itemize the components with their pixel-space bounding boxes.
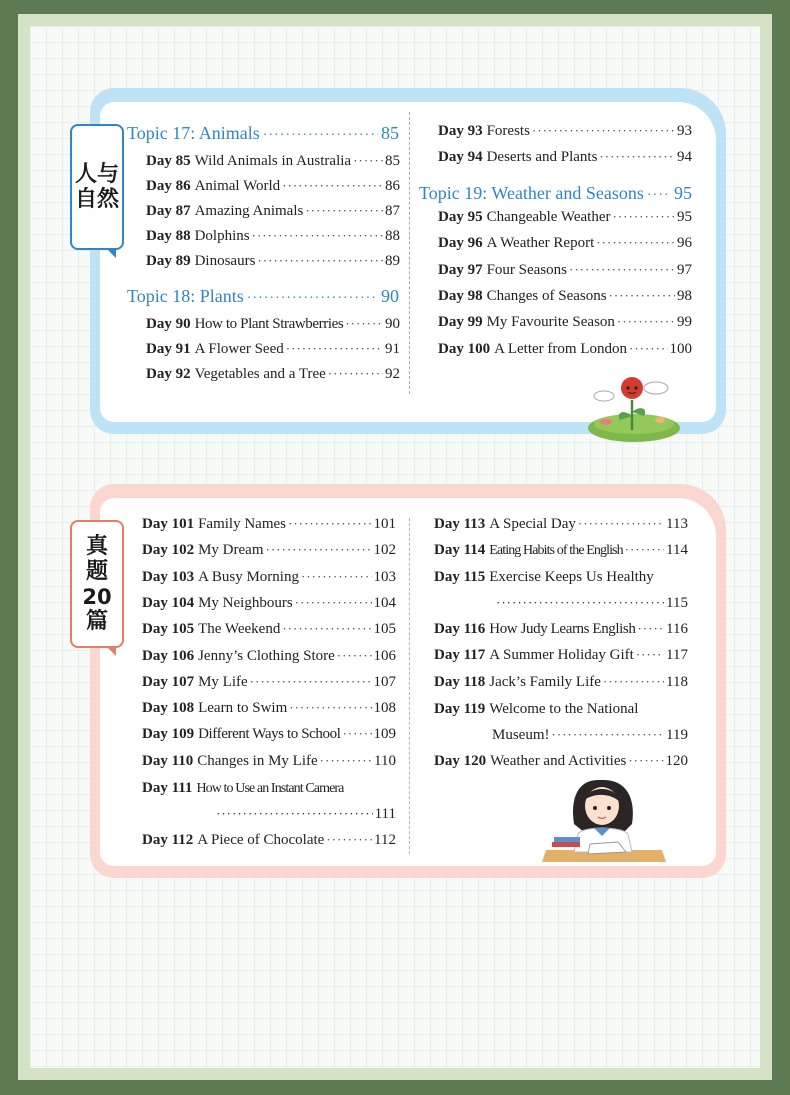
page-number: 110 bbox=[374, 752, 396, 769]
toc-entry[interactable] bbox=[142, 753, 396, 770]
leader-dots bbox=[326, 832, 372, 848]
leader-dots bbox=[301, 569, 372, 585]
toc-entry[interactable] bbox=[438, 235, 692, 252]
toc-entry[interactable] bbox=[434, 516, 688, 533]
leader-dots bbox=[328, 366, 383, 382]
toc-entry[interactable] bbox=[438, 314, 692, 331]
page-number: 94 bbox=[677, 149, 692, 165]
toc-entry[interactable] bbox=[438, 341, 692, 358]
leader-dots bbox=[617, 314, 675, 330]
entry-title: Eating Habits of the English bbox=[489, 543, 623, 559]
entry-title: My Favourite Season bbox=[486, 314, 615, 331]
page-number: 86 bbox=[385, 178, 400, 194]
day-number: Day 116 bbox=[434, 621, 486, 637]
day-number: Day 106 bbox=[142, 647, 195, 664]
entry-title: Museum! bbox=[492, 727, 550, 743]
day-number: Day 85 bbox=[146, 153, 191, 169]
day-number: Day 86 bbox=[146, 178, 191, 194]
leader-dots bbox=[603, 674, 664, 690]
page-number: 92 bbox=[385, 366, 400, 382]
toc-entry[interactable] bbox=[434, 542, 688, 559]
toc-entry-continuation[interactable] bbox=[494, 595, 688, 612]
entry-title: Vegetables and a Tree bbox=[194, 366, 326, 382]
entry-title: How to Use an Instant Camera bbox=[196, 781, 344, 796]
entry-title: Changes of Seasons bbox=[486, 287, 607, 304]
page-number: 104 bbox=[373, 594, 396, 611]
page-number: 107 bbox=[373, 673, 396, 690]
column-divider bbox=[409, 518, 410, 854]
day-number: Day 112 bbox=[142, 832, 194, 848]
page-number: 120 bbox=[665, 753, 688, 769]
day-number: Day 104 bbox=[142, 594, 195, 611]
toc-entry[interactable] bbox=[434, 647, 688, 664]
leader-dots bbox=[263, 128, 378, 144]
toc-entry[interactable] bbox=[146, 316, 400, 333]
entry-title: A Special Day bbox=[489, 516, 576, 532]
day-number: Day 109 bbox=[142, 726, 195, 743]
entry-title: The Weekend bbox=[198, 621, 281, 638]
topic-heading[interactable] bbox=[127, 123, 399, 144]
day-number: Day 88 bbox=[146, 228, 191, 244]
day-number: Day 117 bbox=[434, 647, 486, 664]
real-tests-tag-char1: 真 bbox=[85, 533, 108, 559]
day-number: Day 108 bbox=[142, 700, 195, 717]
leader-dots bbox=[216, 806, 373, 822]
real-tests-tag bbox=[70, 520, 124, 648]
page-number: 91 bbox=[385, 341, 400, 357]
entry-title: Amazing Animals bbox=[194, 203, 304, 219]
toc-entry[interactable] bbox=[142, 780, 396, 797]
topic-heading[interactable] bbox=[419, 183, 692, 204]
leader-dots bbox=[628, 753, 663, 769]
leader-dots bbox=[612, 209, 675, 225]
toc-entry[interactable] bbox=[438, 288, 692, 305]
day-number: Day 95 bbox=[438, 209, 483, 225]
entry-title: Animal World bbox=[194, 178, 281, 194]
leader-dots bbox=[305, 203, 383, 219]
day-number: Day 94 bbox=[438, 149, 483, 165]
topic-heading[interactable] bbox=[127, 286, 399, 307]
page-number: 93 bbox=[677, 123, 692, 139]
entry-title: How to Plant Strawberries bbox=[194, 316, 344, 332]
leader-dots bbox=[569, 262, 675, 278]
page-number: 119 bbox=[666, 727, 688, 743]
entry-title: Jenny’s Clothing Store bbox=[198, 647, 335, 664]
real-tests-tag-char2: 题 bbox=[85, 559, 108, 585]
day-number: Day 87 bbox=[146, 203, 191, 219]
toc-entry[interactable] bbox=[142, 516, 396, 533]
leader-dots bbox=[609, 288, 675, 304]
toc-entry[interactable] bbox=[146, 178, 400, 195]
page-number: 87 bbox=[385, 203, 400, 219]
day-number: Day 105 bbox=[142, 621, 195, 638]
entry-title: Dinosaurs bbox=[194, 253, 256, 269]
leader-dots bbox=[578, 516, 664, 532]
page-number: 85 bbox=[385, 153, 400, 169]
entry-title: A Piece of Chocolate bbox=[197, 832, 325, 848]
page-number: 89 bbox=[385, 253, 400, 269]
entry-title: Deserts and Plants bbox=[486, 149, 598, 165]
day-number: Day 118 bbox=[434, 673, 486, 690]
leader-dots bbox=[647, 188, 671, 204]
topic-title: Topic 17: Animals bbox=[127, 123, 260, 143]
day-number: Day 100 bbox=[438, 340, 491, 357]
page-number: 105 bbox=[373, 621, 396, 638]
day-number: Day 99 bbox=[438, 314, 483, 331]
page-number: 106 bbox=[373, 647, 396, 664]
entry-title: Four Seasons bbox=[486, 261, 568, 278]
day-number: Day 113 bbox=[434, 516, 486, 532]
leader-dots bbox=[266, 542, 372, 558]
day-number: Day 107 bbox=[142, 673, 195, 690]
day-number: Day 101 bbox=[142, 516, 195, 532]
day-number: Day 111 bbox=[142, 780, 193, 796]
entry-title: Changeable Weather bbox=[486, 209, 611, 225]
entry-title: Dolphins bbox=[194, 228, 250, 244]
toc-entry[interactable] bbox=[142, 648, 396, 665]
leader-dots bbox=[247, 291, 378, 307]
leader-dots bbox=[320, 753, 372, 769]
page-number: 117 bbox=[666, 647, 688, 664]
leader-dots bbox=[252, 228, 383, 244]
leader-dots bbox=[289, 700, 371, 716]
entry-title: A Busy Morning bbox=[198, 568, 299, 585]
toc-entry[interactable] bbox=[434, 753, 688, 770]
leader-dots bbox=[337, 648, 372, 664]
entry-title: Changes in My Life bbox=[197, 752, 318, 769]
day-number: Day 93 bbox=[438, 123, 483, 139]
toc-entry[interactable] bbox=[438, 123, 692, 140]
page-number: 101 bbox=[373, 516, 396, 532]
nature-tag bbox=[70, 124, 124, 250]
toc-entry[interactable] bbox=[146, 366, 400, 383]
entry-title: A Weather Report bbox=[486, 235, 595, 252]
entry-title: How Judy Learns English bbox=[489, 621, 636, 637]
toc-entry[interactable] bbox=[438, 262, 692, 279]
day-number: Day 119 bbox=[434, 701, 486, 717]
toc-entry[interactable] bbox=[142, 674, 396, 691]
toc-entry[interactable] bbox=[142, 542, 396, 559]
leader-dots bbox=[532, 123, 675, 139]
day-number: Day 110 bbox=[142, 752, 194, 769]
day-number: Day 96 bbox=[438, 235, 483, 252]
leader-dots bbox=[599, 149, 675, 165]
entry-title: Forests bbox=[486, 123, 530, 139]
toc-entry-continuation[interactable] bbox=[492, 727, 688, 744]
toc-entry[interactable] bbox=[438, 209, 692, 226]
page-number: 114 bbox=[666, 542, 688, 559]
nature-tag-line2: 自然 bbox=[74, 187, 119, 212]
leader-dots bbox=[636, 647, 664, 663]
toc-entry[interactable] bbox=[146, 153, 400, 170]
page-number: 103 bbox=[373, 568, 396, 585]
page-number: 90 bbox=[385, 316, 400, 332]
page-number: 113 bbox=[666, 516, 688, 532]
entry-title: Exercise Keeps Us Healthy bbox=[489, 569, 654, 585]
entry-title: Welcome to the National bbox=[489, 701, 639, 717]
nature-tag-line1: 人与 bbox=[74, 161, 119, 187]
real-tests-tag-number: 20 bbox=[82, 584, 112, 609]
toc-entry[interactable] bbox=[142, 595, 396, 612]
page-number: 99 bbox=[677, 314, 692, 331]
toc-entry[interactable] bbox=[434, 621, 688, 638]
flower-illustration bbox=[584, 372, 684, 444]
page-number: 100 bbox=[669, 340, 692, 357]
page-number: 111 bbox=[374, 806, 396, 822]
leader-dots bbox=[496, 595, 664, 611]
leader-dots bbox=[286, 341, 383, 357]
toc-entry[interactable] bbox=[142, 621, 396, 638]
page-number: 95 bbox=[677, 209, 692, 225]
page-number: 97 bbox=[677, 261, 692, 278]
day-number: Day 114 bbox=[434, 542, 486, 559]
leader-dots bbox=[250, 674, 372, 690]
leader-dots bbox=[629, 341, 668, 357]
toc-entry[interactable] bbox=[142, 726, 396, 743]
day-number: Day 103 bbox=[142, 568, 195, 585]
real-tests-tag-char3: 篇 bbox=[85, 608, 108, 634]
day-number: Day 92 bbox=[146, 366, 191, 382]
page-number: 96 bbox=[677, 235, 692, 252]
entry-title: My Neighbours bbox=[198, 594, 293, 611]
page-number: 88 bbox=[385, 228, 400, 244]
leader-dots bbox=[552, 727, 665, 743]
leader-dots bbox=[596, 235, 675, 251]
entry-title: My Life bbox=[198, 673, 248, 690]
entry-title: Different Ways to School bbox=[198, 726, 341, 743]
toc-entry[interactable] bbox=[434, 674, 688, 691]
entry-title: A Summer Holiday Gift bbox=[489, 647, 634, 664]
page-number: 85 bbox=[381, 123, 399, 143]
page-number: 98 bbox=[677, 287, 692, 304]
topic-title: Topic 18: Plants bbox=[127, 286, 244, 306]
page-number: 90 bbox=[381, 286, 399, 306]
page-number: 115 bbox=[666, 595, 688, 611]
day-number: Day 89 bbox=[146, 253, 191, 269]
leader-dots bbox=[282, 621, 371, 637]
toc-entry[interactable] bbox=[142, 569, 396, 586]
page-number: 118 bbox=[666, 673, 688, 690]
column-divider bbox=[409, 112, 410, 394]
page-number: 108 bbox=[373, 700, 396, 717]
leader-dots bbox=[625, 542, 664, 558]
leader-dots bbox=[288, 516, 372, 532]
toc-entry[interactable] bbox=[146, 203, 400, 220]
page-number: 116 bbox=[666, 621, 688, 637]
entry-title: A Flower Seed bbox=[194, 341, 284, 357]
leader-dots bbox=[353, 153, 383, 169]
toc-entry[interactable] bbox=[146, 341, 400, 358]
toc-entry-continuation[interactable] bbox=[214, 806, 396, 823]
entry-title: Learn to Swim bbox=[198, 700, 288, 717]
leader-dots bbox=[282, 178, 383, 194]
entry-title: Jack’s Family Life bbox=[489, 673, 601, 690]
toc-entry[interactable] bbox=[438, 149, 692, 166]
entry-title: My Dream bbox=[198, 542, 264, 559]
day-number: Day 120 bbox=[434, 753, 487, 769]
girl-reading-illustration bbox=[540, 772, 668, 868]
page-number: 102 bbox=[373, 542, 396, 559]
day-number: Day 90 bbox=[146, 316, 191, 332]
leader-dots bbox=[342, 726, 371, 742]
day-number: Day 91 bbox=[146, 341, 191, 357]
entry-title: Weather and Activities bbox=[490, 753, 627, 769]
page-number: 95 bbox=[674, 183, 692, 203]
entry-title: Family Names bbox=[198, 516, 286, 532]
toc-entry[interactable] bbox=[142, 832, 396, 849]
toc-entry[interactable] bbox=[146, 253, 400, 270]
day-number: Day 102 bbox=[142, 542, 195, 559]
day-number: Day 98 bbox=[438, 287, 483, 304]
day-number: Day 115 bbox=[434, 569, 486, 585]
toc-entry[interactable] bbox=[146, 228, 400, 245]
entry-title: Wild Animals in Australia bbox=[194, 153, 352, 169]
page-number: 109 bbox=[373, 726, 396, 743]
day-number: Day 97 bbox=[438, 261, 483, 278]
topic-title: Topic 19: Weather and Seasons bbox=[419, 183, 644, 203]
toc-entry[interactable] bbox=[434, 569, 688, 586]
toc-entry[interactable] bbox=[142, 700, 396, 717]
leader-dots bbox=[345, 316, 383, 332]
toc-entry[interactable] bbox=[434, 701, 688, 718]
page-number: 112 bbox=[374, 832, 396, 848]
entry-title: A Letter from London bbox=[494, 340, 627, 357]
leader-dots bbox=[637, 621, 664, 637]
leader-dots bbox=[295, 595, 372, 611]
leader-dots bbox=[257, 253, 383, 269]
